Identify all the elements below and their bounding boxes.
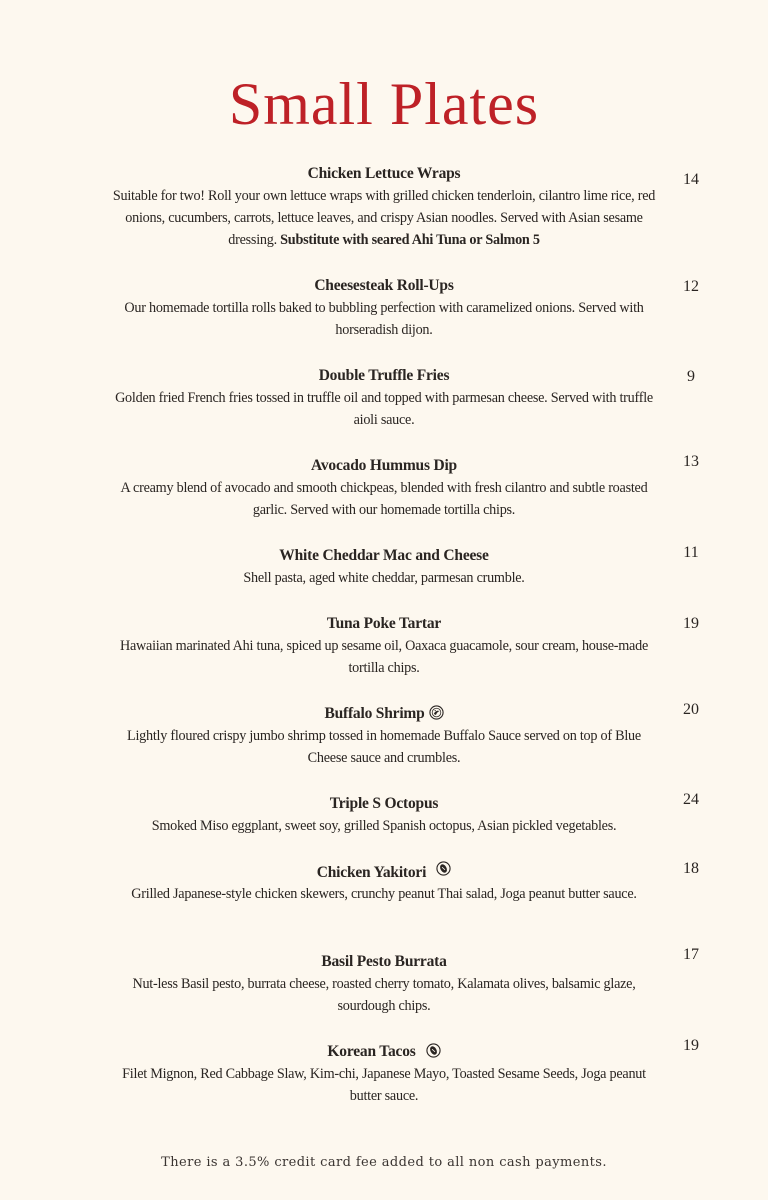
item-name-row [112,1041,656,1063]
item-price: 20 [683,701,699,718]
item-name: Cheesesteak Roll-Ups [314,277,454,294]
menu-item-white-cheddar-mac-and-cheese [112,545,656,589]
item-description: Our homemade tortilla rolls baked to bubbling perfection with caramelized onions. Served with horseradish dijon. [124,300,644,338]
item-description: Golden fried French fries tossed in truffle oil and topped with parmesan cheese. Served with truffle aioli sauce. [115,390,653,428]
menu-item-buffalo-shrimp [112,703,656,769]
menu-item-korean-tacos [112,1041,656,1107]
item-name: Chicken Yakitori [316,864,427,881]
menu-item-basil-pesto-burrata [112,951,656,1017]
item-name-row [112,703,656,725]
item-description: Hawaiian marinated Ahi tuna, spiced up sesame oil, Oaxaca guacamole, sour cream, house-made tortilla chips. [120,638,648,676]
item-price: 19 [683,615,699,632]
credit-card-fee-notice: There is a 3.5% credit card fee added to all non cash payments. [161,1155,607,1170]
item-price: 19 [683,1037,699,1054]
item-name: Basil Pesto Burrata [321,953,447,970]
menu-item-cheesesteak-roll-ups [112,275,656,341]
item-price: 24 [683,791,699,808]
menu-item-tuna-poke-tartar [112,613,656,679]
item-description: Shell pasta, aged white cheddar, parmesan crumble. [243,570,525,586]
item-price: 18 [683,860,699,877]
item-name: Triple S Octopus [329,795,439,812]
item-name: Tuna Poke Tartar [326,615,442,632]
item-name: Buffalo Shrimp [324,705,425,722]
spicy-icon [429,705,444,720]
item-name: White Cheddar Mac and Cheese [279,547,489,564]
item-description: A creamy blend of avocado and smooth chickpeas, blended with fresh cilantro and subtle roasted garlic. Served with our homemade tortilla chips. [120,480,648,518]
item-substitution-note: Substitute with seared Ahi Tuna or Salmon 5 [280,232,540,248]
item-name: Avocado Hummus Dip [311,457,457,474]
item-name-row [112,861,656,883]
item-description-text: Suitable for two! Roll your own lettuce wraps with grilled chicken tenderloin, cilantro lime rice, red onions, cucumbers, carrots, lettuce leaves, and crispy Asian noodles. Served with Asian sesame dressing. [112,188,656,248]
peanut-icon [436,861,451,876]
item-price: 14 [683,171,699,188]
item-price: 17 [683,946,699,963]
menu-item-chicken-lettuce-wraps [112,163,656,251]
menu-item-chicken-yakitori [112,861,656,905]
item-name: Chicken Lettuce Wraps [307,165,461,182]
item-description: Grilled Japanese-style chicken skewers, crunchy peanut Thai salad, Joga peanut butter sauce. [131,886,637,902]
item-description: Filet Mignon, Red Cabbage Slaw, Kim-chi, Japanese Mayo, Toasted Sesame Seeds, Joga peanut butter sauce. [122,1066,646,1104]
item-name: Double Truffle Fries [318,367,450,384]
item-description [112,185,656,251]
item-description: Nut-less Basil pesto, burrata cheese, roasted cherry tomato, Kalamata olives, balsamic glaze, sourdough chips. [132,976,636,1014]
menu-item-triple-s-octopus [112,793,656,837]
page-title: Small Plates [228,71,540,137]
menu-item-avocado-hummus-dip [112,455,656,521]
item-price: 9 [687,368,695,385]
item-price: 11 [683,544,699,561]
item-price: 12 [683,278,699,295]
item-name: Korean Tacos [327,1043,416,1060]
item-description: Lightly floured crispy jumbo shrimp tossed in homemade Buffalo Sauce served on top of Blue Cheese sauce and crumbles. [127,728,641,766]
item-description: Smoked Miso eggplant, sweet soy, grilled Spanish octopus, Asian pickled vegetables. [151,818,617,834]
menu-item-double-truffle-fries [112,365,656,431]
item-price: 13 [683,453,699,470]
peanut-icon [426,1043,441,1058]
